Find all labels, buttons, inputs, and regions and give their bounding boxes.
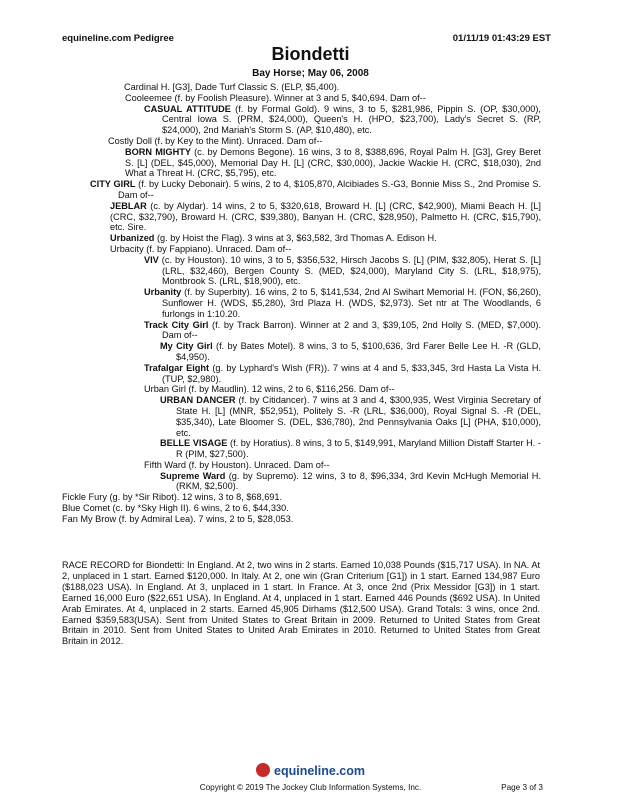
logo-text: equineline.com: [274, 764, 365, 778]
pedigree-entry: JEBLAR (c. by Alydar). 14 wins, 2 to 5, $320,618, Broward H. [L] (CRC, $42,900), Miami Beach H. [L] (CRC, $32,790), Broward H. (CRC, $39,380), Banyan H. (CRC, $28,950), Palmetto H. (CRC, $15,790), etc. Sire.: [110, 200, 541, 233]
pedigree-entry: CASUAL ATTITUDE (f. by Formal Gold). 9 wins, 3 to 5, $281,986, Pippin S. (OP, $30,000), Central Iowa S. (PRM, $24,000), Queen's H. (HPO, $23,700), Lady's Secret S. (RP, $24,000), 2nd Mariah's Storm S. (AP, $10,480), etc.: [144, 103, 541, 136]
pedigree-entry: Urban Girl (f. by Maudlin). 12 wins, 2 to 6, $116,256. Dam of--: [144, 384, 395, 395]
pedigree-entry: My City Girl (f. by Bates Motel). 8 wins, 3 to 5, $100,636, 3rd Farer Belle Lee H. -R (GLD, $4,950).: [160, 341, 541, 362]
pedigree-list: [0, 82, 621, 525]
pedigree-entry: BELLE VISAGE (f. by Horatius). 8 wins, 3 to 5, $149,991, Maryland Million Distaff Starter H. -R (PIM, $27,500).: [160, 438, 541, 460]
pedigree-entry: Cardinal H. [G3], Dade Turf Classic S. (ELP, $5,400).: [124, 82, 340, 92]
pedigree-entry: Urbanity (f. by Superbity). 16 wins, 2 to 5, $141,534, 2nd Al Swihart Memorial H. (FON, $6,260), Sunflower H. (WDS, $5,280), 3rd Plaza H. (WDS, $2,973). Set ntr at The Woodlands, 6 furlongs in 1:10.20.: [144, 287, 541, 319]
equineline-logo: [0, 763, 621, 778]
header-timestamp: 01/11/19 01:43:29 EST: [452, 33, 551, 44]
page-number: Page 3 of 3: [501, 783, 543, 792]
pedigree-entry: URBAN DANCER (f. by Citidancer). 7 wins at 3 and 4, $300,935, West Virginia Secretary of State H. [L] (MNR, $52,951), Politely S. -R (LRL, $36,000), Royal Signal S. -R (DEL, $35,340), Late Bloomer S. (DEL, $36,780), 2nd Pennsylvania Oaks [L] (PHA, $10,000), etc.: [160, 395, 541, 438]
pedigree-entry: Trafalgar Eight (g. by Lyphard's Wish (FR)). 7 wins at 4 and 5, $33,345, 3rd Hasta La Vista H. (TUP, $2,980).: [144, 362, 542, 384]
pedigree-entry: Fickle Fury (g. by *Sir Ribot). 12 wins, 3 to 8, $68,691.: [62, 492, 283, 503]
logo-swoosh-icon: [256, 763, 270, 777]
pedigree-entry: Urbacity (f. by Fappiano). Unraced. Dam of--: [110, 243, 292, 254]
horse-name: Biondetti: [271, 44, 350, 64]
pedigree-entry: Supreme Ward (g. by Supremo). 12 wins, 3 to 8, $96,334, 3rd Kevin McHugh Memorial H. (RKM, $2,500).: [160, 470, 541, 492]
pedigree-entry: Blue Comet (c. by *Sky High II). 6 wins, 2 to 6, $44,330.: [62, 503, 289, 514]
race-record: RACE RECORD for Biondetti: In England. At 2, two wins in 2 starts. Earned 10,038 Pounds ($15,717 USA). In NA. At 2, unplaced in 1 start. Earned $120,000. In Italy. At 2, one win (Gran Criterium [G1]) in 1 start. Earned 134,987 Euro ($188,023 USA). In England. At 3, unplaced in 1 start. In France. At 3, once 2nd (Prix Messidor [G3]) in 1 start. Earned 16,000 Euro ($22,651 USA). In England. At 4, unplaced in 1 start. Earned 446 Pounds ($692 USA). In United Arab Emirates. At 4, unplaced in 2 starts. Earned 45,905 Dirhams ($12,500 USA). Grand Totals: 3 wins, once 2nd. Earned $359,583(USA). Sent from United States to Great Britain in 2009. Returned to United States from Great Britain in 2010. Sent from United States to United Arab Emirates in 2010. Returned to United States from Great Britain in 2012.: [62, 560, 540, 647]
copyright: Copyright © 2019 The Jockey Club Information Systems, Inc.: [199, 783, 422, 792]
pedigree-entry: CITY GIRL (f. by Lucky Debonair). 5 wins, 2 to 4, $105,870, Alcibiades S.-G3, Bonnie Miss S., 2nd Promise S. Dam of--: [90, 179, 541, 200]
pedigree-entry: Cooleemee (f. by Foolish Pleasure). Winner at 3 and 5, $40,694. Dam of--: [125, 92, 426, 103]
pedigree-entry: Costly Doll (f. by Key to the Mint). Unraced. Dam of--: [108, 135, 323, 146]
pedigree-entry: Fifth Ward (f. by Houston). Unraced. Dam of--: [144, 459, 330, 470]
pedigree-entry: Fan My Brow (f. by Admiral Lea). 7 wins, 2 to 5, $28,053.: [62, 513, 294, 524]
pedigree-entry: Urbanized (g. by Hoist the Flag). 3 wins at 3, $63,582, 3rd Thomas A. Edison H.: [110, 233, 437, 244]
pedigree-entry: Track City Girl (f. by Track Barron). Winner at 2 and 3, $39,105, 2nd Holly S. (MED, $7,000). Dam of--: [144, 319, 541, 341]
header-source: equineline.com Pedigree: [62, 33, 174, 44]
horse-description: Bay Horse; May 06, 2008: [252, 68, 369, 79]
pedigree-entry: VIV (c. by Houston). 10 wins, 3 to 5, $356,532, Hirsch Jacobs S. [L] (PIM, $32,805), Herat S. [L] (LRL, $32,460), Bergen County S. (MED, $24,000), Maryland City S. (LRL, $18,975), Montbrook S. (LRL, $18,900), etc.: [144, 254, 541, 287]
pedigree-entry: BORN MIGHTY (c. by Demons Begone). 16 wins, 3 to 8, $388,696, Royal Palm H. [G3], Grey Beret S. [L] (DEL, $45,000), Memorial Day H. [L] (CRC, $30,000), Jackie Wackie H. (CRC, $18,030), 2nd What a Threat H. (CRC, $5,795), etc.: [125, 146, 541, 179]
